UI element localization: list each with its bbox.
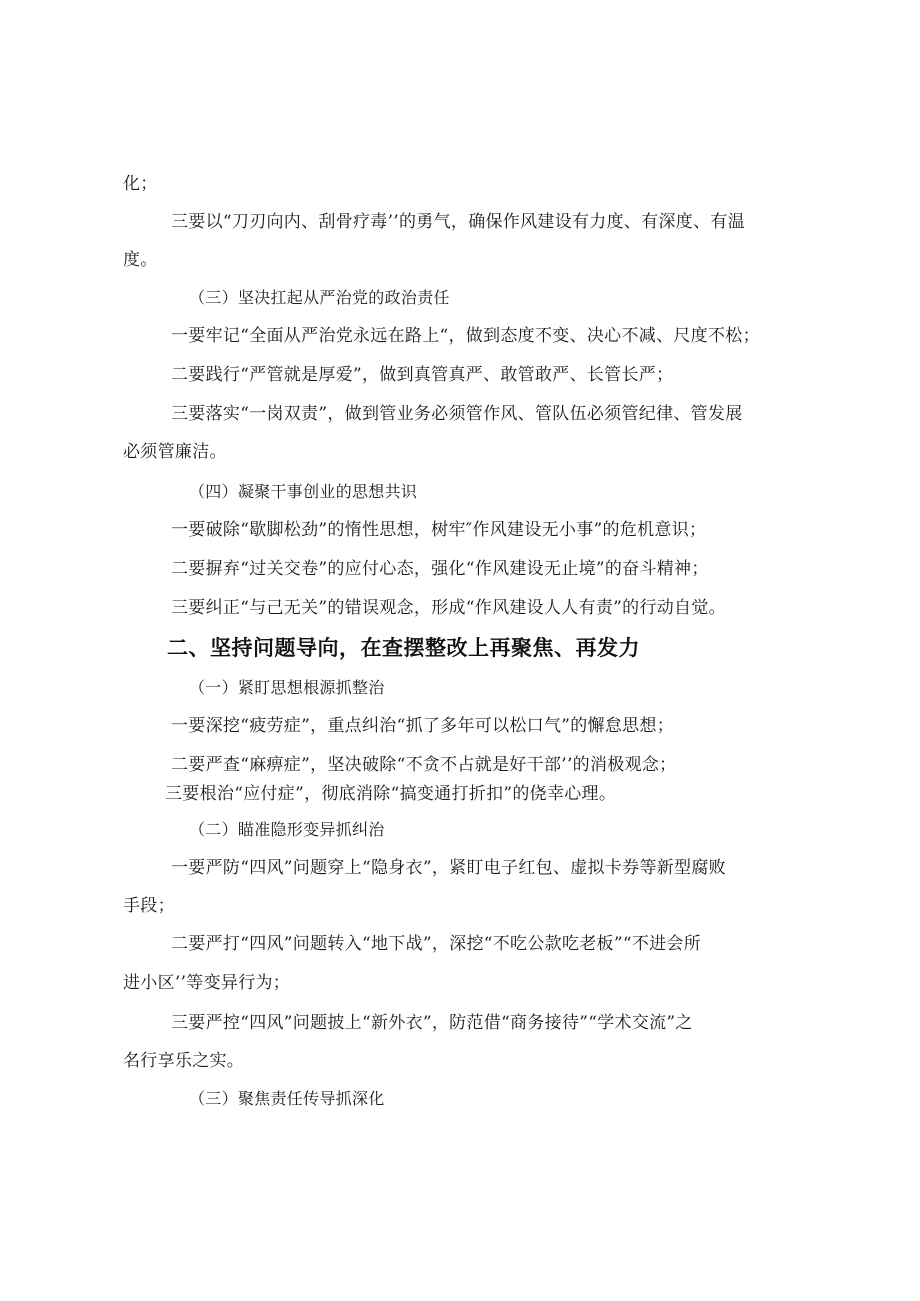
text-line-5: 二要践行“严管就是厚爱”，做到真管真严、敢管敢严、长管长严； xyxy=(171,365,674,385)
text-line-18: 三要严控“四风”问题披上“新外衣”，防范借“商务接待”“学术交流”之 xyxy=(171,1013,693,1033)
text-line-16: 二要严打“四风”问题转入“地下战”，深挖“不吃公款吃老板”“不进会所 xyxy=(171,934,702,954)
text-line-11: 一要深挖“疲劳症”，重点纠治“抓了多年可以松口气”的懈怠思想； xyxy=(171,716,675,736)
text-line-17: 进小区’’等变异行为； xyxy=(123,973,291,993)
text-line-19: 名行享乐之实。 xyxy=(123,1051,245,1071)
text-line-7: 必须管廉洁。 xyxy=(123,442,227,462)
text-line-10: 三要纠正“与己无关”的错误观念，形成“作风建设人人有责”的行动自觉。 xyxy=(171,598,726,618)
subheading-two-three: （三）聚焦责任传导抓深化 xyxy=(189,1089,385,1108)
text-line-12: 二要严查“麻痹症”，坚决破除“不贪不占就是好干部’’的消极观念； xyxy=(171,755,677,775)
text-line-2: 三要以“刀刃向内、刮骨疗毒’’的勇气，确保作风建设有力度、有深度、有温 xyxy=(171,212,745,232)
text-line-1: 化； xyxy=(123,174,158,194)
subheading-two-two: （二）瞄准隐形变异抓纠治 xyxy=(189,820,385,839)
text-line-3: 度。 xyxy=(123,250,158,270)
text-line-14: 一要严防“四风”问题穿上“隐身衣”，紧盯电子红包、虚拟卡券等新型腐败 xyxy=(171,858,726,878)
text-line-13: 三要根治“应付症”，彻底消除“搞变通打折扣”的侥幸心理。 xyxy=(165,784,617,804)
subheading-three: （三）坚决扛起从严治党的政治责任 xyxy=(189,288,450,307)
subheading-four: （四）凝聚干事创业的思想共识 xyxy=(189,482,418,501)
text-line-8: 一要破除“歇脚松劲”的惰性思想，树牢″作风建设无小事”的危机意识； xyxy=(171,520,707,540)
section-heading-two: 二、坚持问题导向，在查摆整改上再聚焦、再发力 xyxy=(167,636,640,660)
text-line-4: 一要牢记“全面从严治党永远在路上“，做到态度不变、决心不减、尺度不松； xyxy=(171,326,760,346)
text-line-15: 手段； xyxy=(123,896,175,916)
text-line-9: 二要摒弃“过关交卷”的应付心态，强化“作风建设无止境”的奋斗精神； xyxy=(171,559,709,579)
subheading-two-one: （一）紧盯思想根源抓整治 xyxy=(189,678,385,697)
text-line-6: 三要落实“一岗双责”，做到管业务必须管作风、管队伍必须管纪律、管发展 xyxy=(171,404,743,424)
